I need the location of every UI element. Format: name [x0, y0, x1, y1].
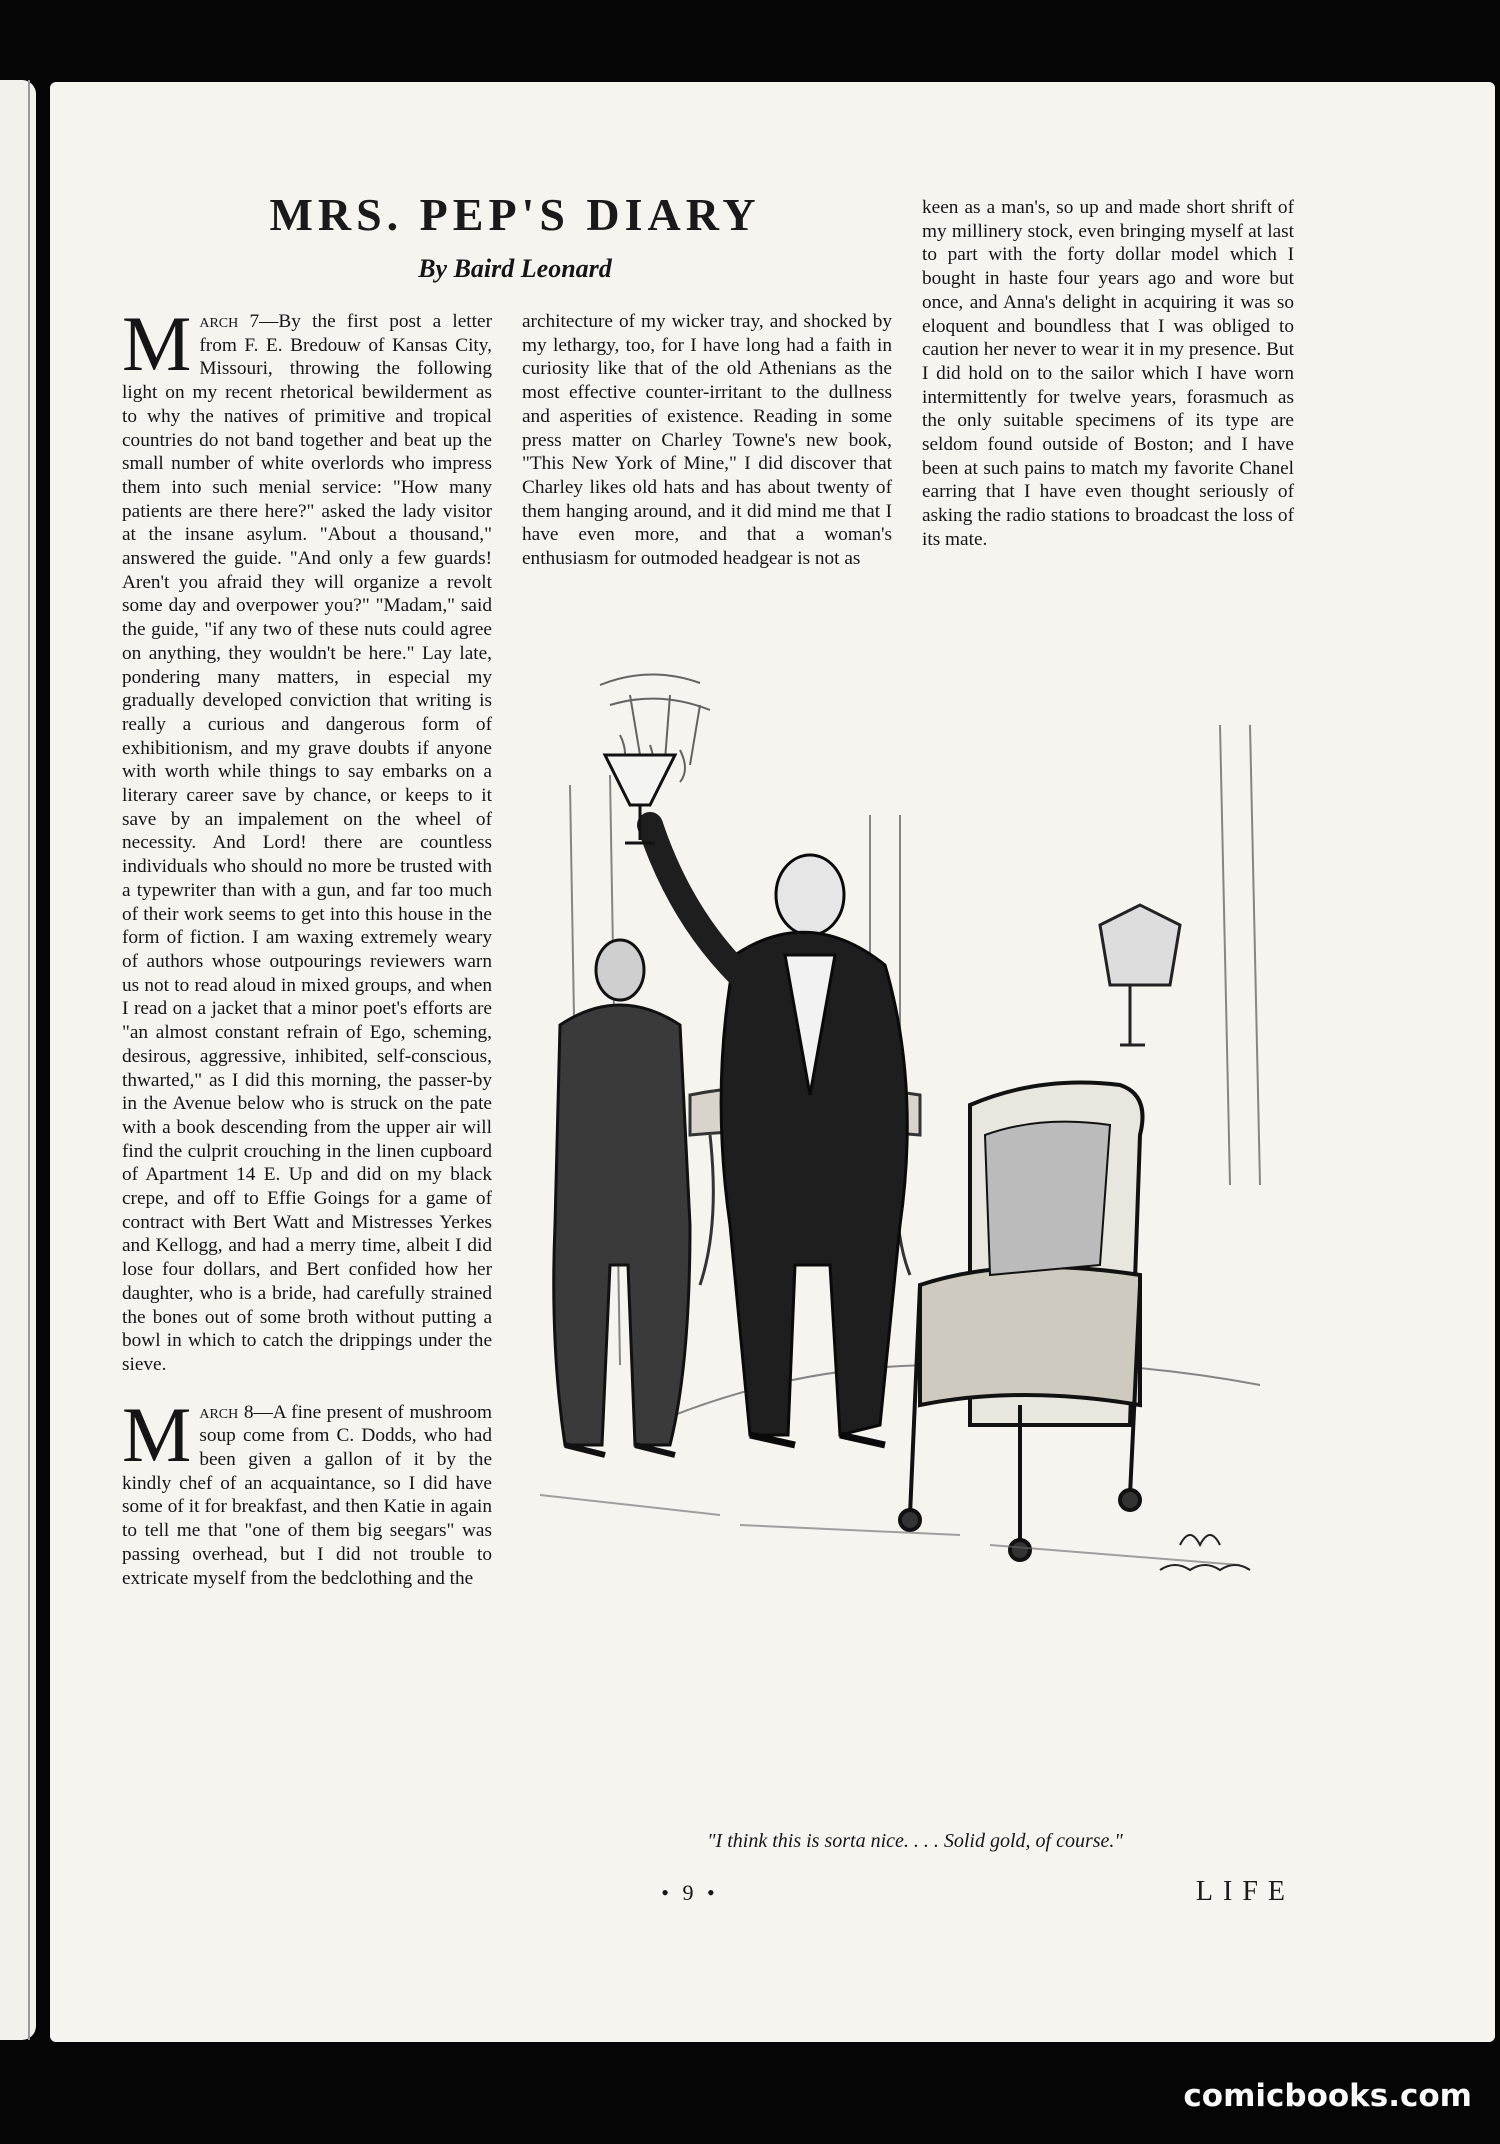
article-title: MRS. PEP'S DIARY [269, 189, 761, 240]
watermark: comicbooks.com [1183, 2078, 1472, 2114]
entry-month: arch [199, 1401, 239, 1423]
drop-cap: M [122, 1390, 192, 1478]
page-number: • 9 • [661, 1880, 719, 1905]
article-byline: By Baird Leonard [418, 254, 612, 283]
text-column-1 [122, 300, 492, 1614]
illustration-caption: "I think this is sorta nice. . . . Solid gold, of course." [707, 1830, 1123, 1852]
entry-text: 7—By the first post a letter from F. E. Bredouw of Kansas City, Missouri, throwing the following light on my recent rhetorical bewilderment as to why the natives of primitive and tropical countries do not band together and beat up the small number of white overlords who impress them into such menial service: "How many patients are there here?" asked the lady visitor at the insane asylum. "About a thousand," answered the guide. "And only a few guards! Aren't you afraid they will organize a revolt some day and overpower you?" "Madam," said the guide, "if any two of these nuts could agree on anything, they wouldn't be here." Lay late, pondering many matters, in especial my gradually developed conviction that writing is really a curious and dangerous form of exhibitionism, and my grave doubts if anyone with worth while things to say embarks on a literary career save by chance, or keeps to it save by an impalement on the wheel of necessity. And Lord! there are countless individuals who should no more be trusted with a typewriter than with a gun, and far too much of their work seems to get into this house in the form of fiction. I am waxing extremely weary of authors whose outpourings reviewers warn us not to read aloud in mixed groups, and when I read on a jacket that a minor poet's efforts are "an almost constant refrain of Ego, scheming, desirous, aggressive, inhibited, self-conscious, thwarted," as I did this morning, the passer-by in the Avenue below who is struck on the pate with a book descending from the upper air will find the culprit crouching in the linen cupboard of Apartment 14 E. Up and did on my black crepe, and off to Effie Goings for a game of contract with Bert Watt and Mistresses Yerkes and Kellogg, and had a merry time, albeit I did lose four dollars, and Bert confided how her daughter, who is a bride, had carefully strained the bones out of some broth without putting a bowl in which to catch the drippings under the sieve. [122, 311, 492, 1375]
text-column-3 [922, 196, 1294, 576]
entry-text: 8—A fine present of mushroom soup come from C. Dodds, who had been given a gallon of it by the kindly chef of an acquaintance, so I did have some of it for breakfast, and then Katie in again to tell me that "one of them big seegars" was passing overhead, but I did not trouble to extricate myself from the bedclothing and the [122, 1401, 492, 1589]
column-paragraph: architecture of my wicker tray, and shocked by my lethargy, too, for I have long had a faith in curiosity like that of the old Athenians as the most effective counter-irritant to the dullness and asperities of existence. Reading in some press matter on Charley Towne's new book, "This New York of Mine," I did discover that Charley likes old hats and has about twenty of them hanging around, and it did mind me that I have even more, and that a woman's enthusiasm for outmoded headgear is not as [522, 311, 892, 570]
magazine-name: LIFE [1195, 1876, 1295, 1907]
diary-entry-march-8 [122, 1390, 492, 1591]
adjacent-page-edge [0, 80, 36, 2040]
entry-month: arch [199, 311, 239, 332]
diary-entry-march-7 [122, 300, 492, 1377]
drop-cap: M [122, 300, 192, 387]
text-column-2 [522, 310, 892, 595]
cartoon-illustration [540, 665, 1290, 1725]
column-paragraph: keen as a man's, so up and made short shrift of my millinery stock, even bringing myself at last to part with the forty dollar model which I bought in haste four years ago and wore but once, and Anna's delight in acquiring it was so eloquent and boundless that I was obliged to caution her never to wear it in my presence. But I did hold on to the sailor which I have worn intermittently for twelve years, forasmuch as the only suitable specimens of its type are seldom found outside of Boston; and I have been at such pains to match my favorite Chanel earring that I have even thought seriously of asking the radio stations to broadcast the loss of its mate. [922, 197, 1294, 550]
